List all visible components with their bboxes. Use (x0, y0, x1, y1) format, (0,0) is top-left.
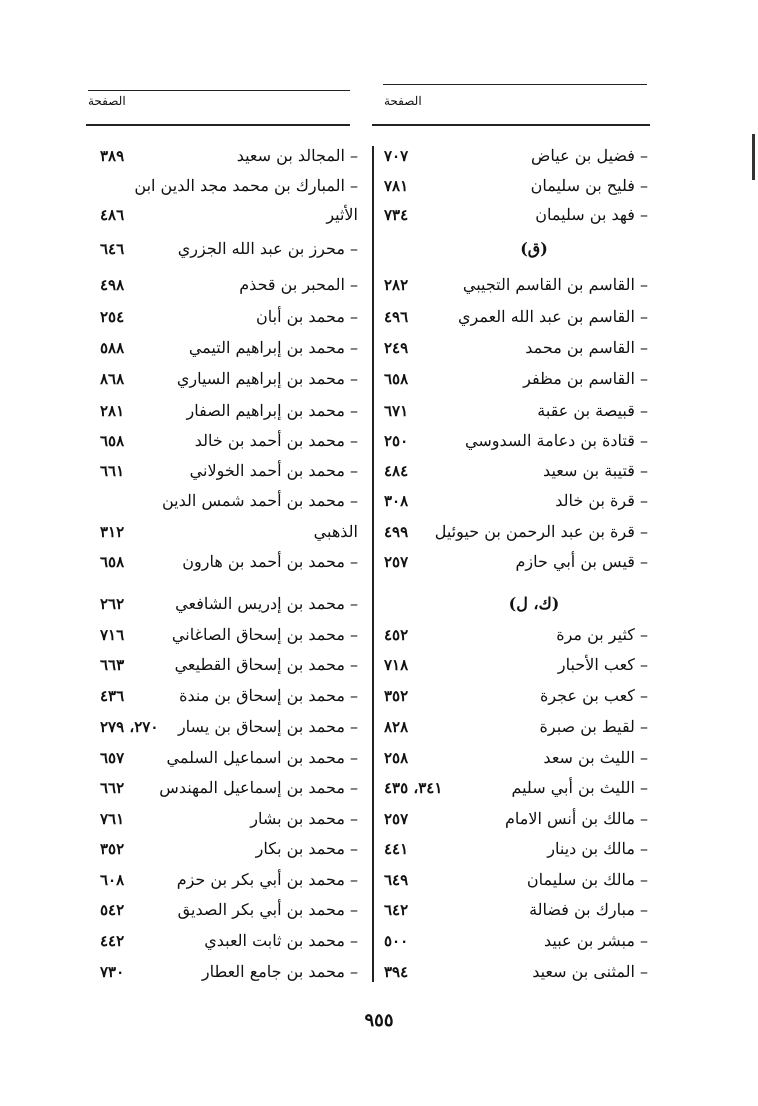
section-heading: (ق) (520, 239, 548, 258)
entry-page-number: ٢٥٤ (100, 308, 125, 326)
right-top-rule (383, 84, 647, 85)
right-index-entry (384, 681, 648, 711)
left-index-entry (100, 200, 358, 230)
entry-name: – فليح بن سليمان (530, 176, 648, 195)
left-index-entry (100, 234, 358, 264)
entry-name: – القاسم بن القاسم التجيبي (462, 275, 648, 294)
right-index-entry (384, 804, 648, 834)
right-index-entry (384, 426, 648, 456)
entry-name: – مالك بن سليمان (526, 870, 648, 889)
left-index-entry (100, 141, 358, 171)
entry-page-number: ٣٠٨ (384, 492, 409, 510)
entry-page-number: ٧١٨ (384, 656, 409, 674)
right-index-entry (384, 234, 648, 264)
left-index-entry (100, 517, 358, 547)
entry-name: – مالك بن أنس الامام (505, 809, 648, 828)
left-page-header: الصفحة (88, 94, 126, 108)
entry-name: – المثنى بن سعيد (532, 962, 648, 981)
entry-page-number: ٤٨٦ (100, 206, 125, 224)
entry-page-number: ٤٨٤ (384, 462, 409, 480)
right-index-entry (384, 926, 648, 956)
entry-page-number: ٦٧١ (384, 402, 409, 420)
entry-page-number: ٤٥٢ (384, 626, 409, 644)
entry-page-number: ٢٧٠، ٢٧٩ (100, 718, 159, 736)
entry-name: – قتادة بن دعامة السدوسي (465, 431, 648, 450)
entry-page-number: ٧١٦ (100, 626, 125, 644)
right-index-entry (384, 171, 648, 201)
right-index-entry (384, 333, 648, 363)
entry-page-number: ٣١٢ (100, 523, 125, 541)
entry-name: – قيس بن أبي حازم (515, 552, 648, 571)
entry-name: – محمد بن جامع العطار (201, 962, 358, 981)
entry-name: – قبيصة بن عقبة (537, 401, 648, 420)
right-index-entry (384, 486, 648, 516)
left-index-entry (100, 456, 358, 486)
entry-name: – محرز بن عبد الله الجزري (177, 239, 358, 258)
left-index-entry (100, 650, 358, 680)
entry-name: – مبشر بن عبيد (544, 931, 648, 950)
entry-name: – محمد بن اسماعيل السلمي (166, 748, 358, 767)
entry-page-number: ٦٥٨ (100, 553, 125, 571)
left-index-entry (100, 547, 358, 577)
left-index-entry (100, 957, 358, 987)
section-heading: (ك، ل) (508, 594, 560, 613)
entry-page-number: ٦٠٨ (100, 871, 125, 889)
entry-page-number: ٢٥٠ (384, 432, 409, 450)
left-index-entry (100, 364, 358, 394)
entry-name: – محمد بن إدريس الشافعي (175, 594, 358, 613)
page-number: ٩٥٥ (364, 1010, 394, 1031)
left-index-entry (100, 270, 358, 300)
entry-page-number: ٤٩٦ (384, 308, 409, 326)
right-index-entry (384, 302, 648, 332)
entry-page-number: ٢٥٧ (384, 553, 409, 571)
left-index-entry (100, 834, 358, 864)
entry-page-number: ٣٥٢ (100, 840, 125, 858)
entry-page-number: ٥٤٢ (100, 901, 125, 919)
right-index-entry (384, 141, 648, 171)
entry-name: – الليث بن سعد (543, 748, 648, 767)
right-header-rule (372, 124, 650, 126)
entry-page-number: ٢٤٩ (384, 339, 409, 357)
entry-page-number: ٢٨١ (100, 402, 125, 420)
entry-name: – كثير بن مرة (556, 625, 648, 644)
right-index-entry (384, 620, 648, 650)
entry-name: – محمد بن أحمد بن خالد (194, 431, 358, 450)
entry-name: – مبارك بن فضالة (529, 900, 648, 919)
entry-name: – محمد بن أحمد الخولاني (189, 461, 358, 480)
entry-name: – مالك بن دينار (547, 839, 648, 858)
entry-name: – القاسم بن محمد (525, 338, 648, 357)
entry-page-number: ٨٦٨ (100, 370, 125, 388)
entry-page-number: ٤٤١ (384, 840, 409, 858)
entry-page-number: ٦٦١ (100, 462, 125, 480)
entry-page-number: ٧٣٤ (384, 206, 409, 224)
left-header-rule (86, 124, 350, 126)
entry-name: – محمد بن إبراهيم السياري (176, 369, 358, 388)
entry-page-number: ٧٦١ (100, 810, 125, 828)
left-index-entry (100, 773, 358, 803)
entry-name: – محمد بن إسحاق الصاغاني (171, 625, 358, 644)
left-index-entry (100, 302, 358, 332)
right-index-entry (384, 517, 648, 547)
column-divider (372, 146, 374, 982)
right-index-entry (384, 456, 648, 486)
entry-page-number: ٦٥٨ (384, 370, 409, 388)
entry-page-number: ٢٦٢ (100, 595, 125, 613)
left-top-rule (88, 90, 350, 91)
entry-page-number: ٣٤١، ٤٣٥ (384, 779, 443, 797)
entry-name: – القاسم بن مظفر (523, 369, 648, 388)
left-index-entry (100, 426, 358, 456)
entry-name: – القاسم بن عبد الله العمري (457, 307, 648, 326)
right-index-entry (384, 957, 648, 987)
entry-page-number: ٢٥٨ (384, 749, 409, 767)
left-index-entry (100, 589, 358, 619)
entry-name: – قرة بن عبد الرحمن بن حيوئيل (434, 522, 648, 541)
entry-name: – محمد بن إبراهيم الصفار (186, 401, 358, 420)
right-index-entry (384, 865, 648, 895)
entry-name: – محمد بن إبراهيم التيمي (188, 338, 358, 357)
entry-name: – محمد بن إسحاق القطيعي (174, 655, 358, 674)
left-index-entry (100, 712, 358, 742)
entry-page-number: ٣٨٩ (100, 147, 125, 165)
right-index-entry (384, 547, 648, 577)
entry-page-number: ٧٠٧ (384, 147, 409, 165)
entry-name: – الليث بن أبي سليم (511, 778, 648, 797)
right-index-entry (384, 364, 648, 394)
entry-name: – محمد بن إسحاق بن مندة (179, 686, 358, 705)
entry-name: – محمد بن أحمد بن هارون (182, 552, 358, 571)
entry-page-number: ٦٤٦ (100, 240, 125, 258)
left-index-entry (100, 865, 358, 895)
entry-page-number: ٧٨١ (384, 177, 409, 195)
left-index-entry (100, 171, 358, 201)
right-page-header: الصفحة (384, 94, 422, 108)
entry-name: الذهبي (313, 522, 358, 541)
entry-name: – المجالد بن سعيد (236, 146, 358, 165)
entry-name: – فضيل بن عياض (531, 146, 648, 165)
entry-page-number: ٥٨٨ (100, 339, 125, 357)
entry-page-number: ٢٥٧ (384, 810, 409, 828)
left-index-entry (100, 804, 358, 834)
entry-name: – كعب بن عجرة (539, 686, 648, 705)
entry-name: – قتيبة بن سعيد (543, 461, 648, 480)
right-index-entry (384, 712, 648, 742)
entry-name: – محمد بن بشار (250, 809, 358, 828)
left-index-entry (100, 620, 358, 650)
entry-page-number: ٤٣٦ (100, 687, 125, 705)
entry-name: – فهد بن سليمان (535, 205, 648, 224)
entry-name: – محمد بن أبي بكر بن حزم (176, 870, 358, 889)
entry-name: – محمد بن إسماعيل المهندس (159, 778, 358, 797)
left-index-entry (100, 895, 358, 925)
right-index-entry (384, 650, 648, 680)
left-index-entry (100, 681, 358, 711)
entry-page-number: ٦٤٩ (384, 871, 409, 889)
entry-name: – محمد بن إسحاق بن يسار (177, 717, 358, 736)
entry-page-number: ٤٩٩ (384, 523, 409, 541)
entry-name: الأثير (326, 205, 358, 224)
margin-mark (752, 134, 755, 180)
right-index-entry (384, 396, 648, 426)
entry-page-number: ٦٥٧ (100, 749, 125, 767)
entry-name: – محمد بن أحمد شمس الدين (162, 491, 358, 510)
entry-name: – كعب الأحبار (557, 655, 648, 674)
right-index-entry (384, 773, 648, 803)
entry-name: – محمد بن بكار (255, 839, 358, 858)
entry-page-number: ٨٢٨ (384, 718, 409, 736)
right-index-entry (384, 895, 648, 925)
entry-page-number: ٧٣٠ (100, 963, 125, 981)
entry-name: – محمد بن ثابت العبدي (204, 931, 358, 950)
right-index-entry (384, 743, 648, 773)
entry-page-number: ٢٨٢ (384, 276, 409, 294)
right-index-entry (384, 200, 648, 230)
entry-name: – المبارك بن محمد مجد الدين ابن (134, 176, 358, 195)
entry-page-number: ٥٠٠ (384, 932, 409, 950)
entry-page-number: ٦٦٢ (100, 779, 125, 797)
entry-page-number: ٦٥٨ (100, 432, 125, 450)
entry-page-number: ٦٤٢ (384, 901, 409, 919)
entry-name: – لقيط بن صبرة (539, 717, 648, 736)
entry-name: – محمد بن أبي بكر الصديق (177, 900, 358, 919)
entry-page-number: ٤٤٢ (100, 932, 125, 950)
right-index-entry (384, 589, 648, 619)
entry-page-number: ٦٦٣ (100, 656, 125, 674)
left-index-entry (100, 396, 358, 426)
entry-page-number: ٤٩٨ (100, 276, 125, 294)
entry-page-number: ٣٥٢ (384, 687, 409, 705)
entry-page-number: ٣٩٤ (384, 963, 409, 981)
entry-name: – قرة بن خالد (555, 491, 648, 510)
left-index-entry (100, 743, 358, 773)
right-index-entry (384, 270, 648, 300)
entry-name: – المحبر بن قحذم (239, 275, 358, 294)
left-index-entry (100, 486, 358, 516)
left-index-entry (100, 926, 358, 956)
right-index-entry (384, 834, 648, 864)
left-index-entry (100, 333, 358, 363)
entry-name: – محمد بن أبان (256, 307, 358, 326)
